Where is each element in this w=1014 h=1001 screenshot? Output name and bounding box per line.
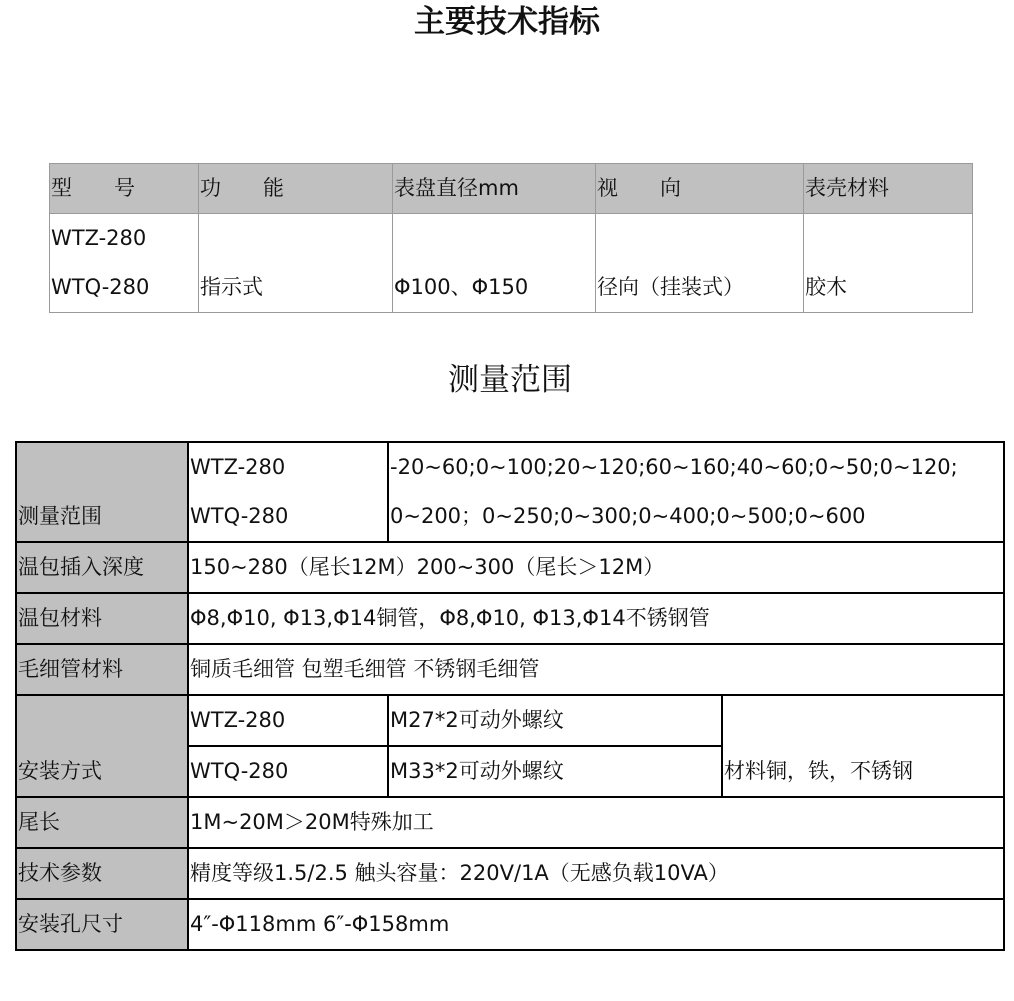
tail-label: 尾长 bbox=[16, 797, 188, 848]
header-function: 功 能 bbox=[199, 164, 393, 214]
install-row-1 bbox=[16, 695, 1004, 746]
measure-row-1 bbox=[16, 442, 1004, 492]
model-wtz: WTZ-280 bbox=[51, 226, 147, 250]
spec-models-cell bbox=[50, 214, 199, 313]
page-title: 主要技术指标 bbox=[414, 4, 600, 40]
header-dial-diameter: 表盘直径mm bbox=[393, 164, 596, 214]
capillary-label: 毛细管材料 bbox=[16, 644, 188, 695]
range-table bbox=[15, 441, 1005, 951]
hole-row bbox=[16, 899, 1004, 950]
params-value: 精度等级1.5/2.5 触头容量：220V/1A（无感负载10VA） bbox=[188, 848, 1004, 899]
measure-model-wtq: WTQ-280 bbox=[188, 492, 388, 542]
spec-table bbox=[49, 163, 973, 313]
spec-function: 指示式 bbox=[199, 214, 393, 313]
spec-data-row bbox=[50, 214, 973, 313]
install-thread-wtq: M33*2可动外螺纹 bbox=[388, 746, 722, 797]
header-view: 视 向 bbox=[596, 164, 804, 214]
depth-value: 150~280（尾长12M）200~300（尾长＞12M） bbox=[188, 542, 1004, 593]
bulb-material-label: 温包材料 bbox=[16, 593, 188, 644]
install-thread-wtz: M27*2可动外螺纹 bbox=[388, 695, 722, 746]
tail-value: 1M~20M＞20M特殊加工 bbox=[188, 797, 1004, 848]
measure-model-wtz: WTZ-280 bbox=[188, 442, 388, 492]
tail-row bbox=[16, 797, 1004, 848]
spec-case-material: 胶木 bbox=[804, 214, 973, 313]
header-model: 型 号 bbox=[50, 164, 199, 214]
hole-label: 安装孔尺寸 bbox=[16, 899, 188, 950]
spec-dial-diameter: Φ100、Φ150 bbox=[393, 214, 596, 313]
depth-row bbox=[16, 542, 1004, 593]
measure-values-line-2: 0~200；0~250;0~300;0~400;0~500;0~600 bbox=[388, 492, 1004, 542]
depth-label: 温包插入深度 bbox=[16, 542, 188, 593]
hole-value: 4″-Φ118mm 6″-Φ158mm bbox=[188, 899, 1004, 950]
install-material: 材料铜，铁，不锈钢 bbox=[722, 695, 1004, 797]
params-label: 技术参数 bbox=[16, 848, 188, 899]
spec-view: 径向（挂装式） bbox=[596, 214, 804, 313]
model-wtq: WTQ-280 bbox=[51, 275, 150, 299]
install-label: 安装方式 bbox=[16, 695, 188, 797]
bulb-material-row bbox=[16, 593, 1004, 644]
install-model-wtz: WTZ-280 bbox=[188, 695, 388, 746]
bulb-material-value: Φ8,Φ10, Φ13,Φ14铜管，Φ8,Φ10, Φ13,Φ14不锈钢管 bbox=[188, 593, 1004, 644]
capillary-value: 铜质毛细管 包塑毛细管 不锈钢毛细管 bbox=[188, 644, 1004, 695]
install-model-wtq: WTQ-280 bbox=[188, 746, 388, 797]
params-row bbox=[16, 848, 1004, 899]
section-title: 测量范围 bbox=[448, 362, 572, 398]
spec-header-row bbox=[50, 164, 973, 214]
header-case-material: 表壳材料 bbox=[804, 164, 973, 214]
capillary-row bbox=[16, 644, 1004, 695]
measure-values-line-1: -20~60;0~100;20~120;60~160;40~60;0~50;0~120; bbox=[388, 442, 1004, 492]
measure-label: 测量范围 bbox=[16, 442, 188, 542]
